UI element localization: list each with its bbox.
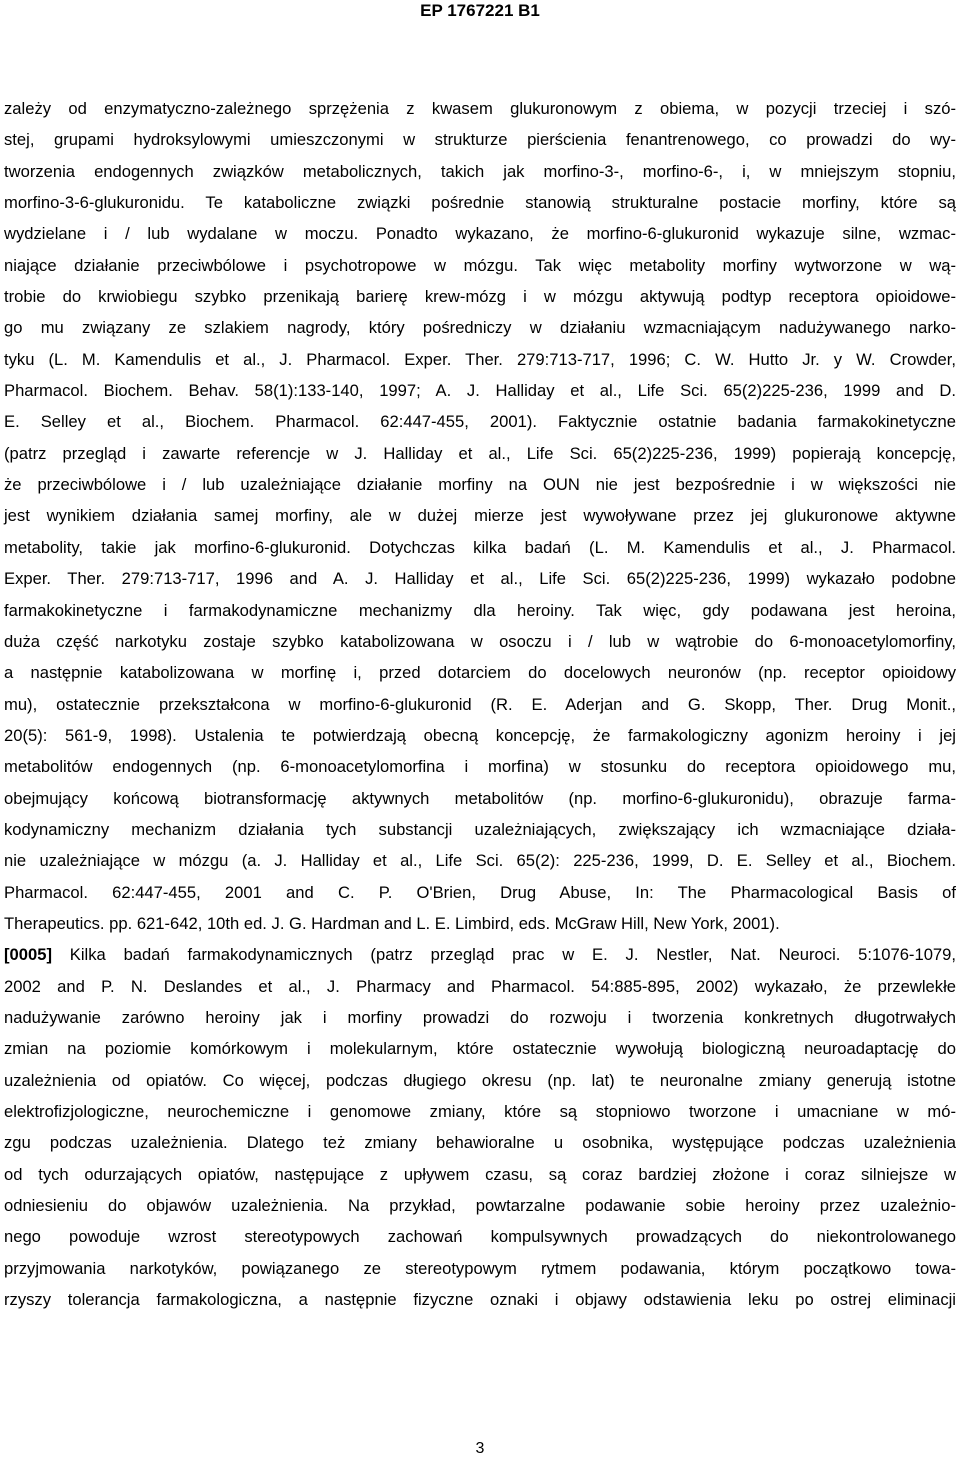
text-line: elektrofizjologiczne, neurochemiczne i genomowe zmiany, które są stopniowo tworzone i umacniane w mó-	[4, 1102, 956, 1121]
text-line: go mu związany ze szlakiem nagrody, który pośredniczy w działaniu wzmacniającym nadużywanego narko-	[4, 318, 956, 338]
text-line: Therapeutics. pp. 621-642, 10th ed. J. G. Hardman and L. E. Limbird, eds. McGraw Hill, New York, 2001).	[4, 913, 780, 933]
text-line: 2002 and P. N. Deslandes et al., J. Pharmacy and Pharmacol. 54:885-895, 2002) wykazało, że przewlekłe	[4, 976, 956, 996]
text-line: że przeciwbólowe i / lub uzależniające działanie morfiny na OUN nie jest bezpośrednie i w większości nie	[4, 475, 956, 495]
text-line: jest wynikiem działania samej morfiny, ale w dużej mierze jest wywoływane przez jej glukuronowe aktywne	[4, 506, 956, 526]
text-line-content: Kilka badań farmakodynamicznych (patrz przegląd prac w E. J. Nestler, Nat. Neuroci. 5:1076-1079,	[69, 945, 956, 965]
document-header: EP 1767221 B1	[420, 1, 540, 20]
text-line: a następnie katabolizowana w morfinę i, przed dotarciem do docelowych neuronów (np. receptor opioidowy	[4, 663, 956, 683]
page-number: 3	[475, 1440, 485, 1457]
text-line: kodynamiczny mechanizm działania tych substancji uzależniających, zwiększający ich wzmacniające działa-	[4, 819, 956, 839]
text-line: nadużywanie zarówno heroiny jak i morfiny prowadzi do rozwoju i tworzenia konkretnych długotrwałych	[4, 1007, 956, 1027]
text-line: przyjmowania narkotyków, powiązanego ze stereotypowym rytmem podawania, którym początkowo towa-	[4, 1258, 956, 1278]
text-line: trobie do krwiobiegu szybko przenikają barierę krew-mózg i w mózgu aktywują podtyp receptora opioidowe-	[4, 287, 956, 307]
text-line: niające działanie przeciwbólowe i psychotropowe w mózgu. Tak więc metabolity morfiny wytworzone w wą-	[4, 255, 956, 275]
text-line: od tych odurzających opiatów, następujące z upływem czasu, są coraz bardziej złożone i coraz silniejsze w	[4, 1164, 956, 1184]
text-line: (patrz przegląd i zawarte referencje w J. Halliday et al., Life Sci. 65(2)225-236, 1999) popierają koncepcję,	[4, 443, 956, 463]
text-line: tyku (L. M. Kamendulis et al., J. Pharmacol. Exper. Ther. 279:713-717, 1996; C. W. Hutto Jr. y W. Crowder,	[4, 349, 956, 369]
text-line: E. Selley et al., Biochem. Pharmacol. 62:447-455, 2001). Faktycznie ostatnie badania farmakokinetyczne	[4, 412, 956, 432]
text-line: tworzenia endogennych związków metabolicznych, takich jak morfino-3-, morfino-6-, i, w mniejszym stopniu,	[4, 161, 956, 181]
text-line: zgu podczas uzależnienia. Dlatego też zmiany behawioralne u osobnika, występujące podczas uzależnienia	[4, 1133, 956, 1153]
text-line: odniesieniu do objawów uzależnienia. Na przykład, powtarzalne podawanie sobie heroiny przez uzależnio-	[4, 1196, 956, 1216]
text-line: morfino-3-6-glukuronidu. Te kataboliczne związki pośrednie stanowią strukturalne postacie morfiny, które są	[4, 193, 956, 213]
text-line: obejmujący końcową biotransformację aktywnych metabolitów (np. morfino-6-glukuronidu), obrazuje farma-	[4, 788, 956, 808]
paragraph-start-line	[4, 939, 956, 970]
text-line: Pharmacol. Biochem. Behav. 58(1):133-140, 1997; A. J. Halliday et al., Life Sci. 65(2)225-236, 1999 and D.	[4, 381, 956, 401]
text-line: zmian na poziomie komórkowym i molekularnym, które ostatecznie wywołują biologiczną neuroadaptację do	[4, 1039, 956, 1059]
paragraph-number: [0005]	[4, 945, 52, 965]
text-line: uzależnienia od opiatów. Co więcej, podczas długiego okresu (np. lat) te neuronalne zmiany generują istotne	[4, 1070, 956, 1090]
document-body	[4, 93, 956, 1315]
text-line: zależy od enzymatyczno-zależnego sprzężenia z kwasem glukuronowym z obiema, w pozycji trzeciej i szó-	[4, 99, 956, 118]
text-line: stej, grupami hydroksylowymi umieszczonymi w strukturze pierścienia fenantrenowego, co prowadzi do wy-	[4, 130, 956, 150]
text-line: farmakokinetyczne i farmakodynamiczne mechanizmy dla heroiny. Tak więc, gdy podawana jest heroina,	[4, 600, 956, 620]
text-line: 20(5): 561-9, 1998). Ustalenia te potwierdzają obecną koncepcję, że farmakologiczny agonizm heroiny i jej	[4, 725, 956, 745]
text-line: mu), ostatecznie przekształcona w morfino-6-glukuronid (R. E. Aderjan and G. Skopp, Ther. Drug Monit.,	[4, 694, 956, 714]
text-line: Exper. Ther. 279:713-717, 1996 and A. J. Halliday et al., Life Sci. 65(2)225-236, 1999) wykazało podobne	[4, 569, 956, 589]
text-line: Pharmacol. 62:447-455, 2001 and C. P. O'Brien, Drug Abuse, In: The Pharmacological Basis of	[4, 882, 956, 902]
text-line: nie uzależniające w mózgu (a. J. Halliday et al., Life Sci. 65(2): 225-236, 1999, D. E. Selley et al., Biochem.	[4, 851, 956, 871]
text-line: metabolity, takie jak morfino-6-glukuronid. Dotychczas kilka badań (L. M. Kamendulis et al., J. Pharmacol.	[4, 537, 956, 557]
text-line: nego powoduje wzrost stereotypowych zachowań kompulsywnych prowadzących do niekontrolowanego	[4, 1227, 956, 1247]
text-line: duża część narkotyku zostaje szybko katabolizowana w osoczu i / lub w wątrobie do 6-monoacetylomorfiny,	[4, 631, 956, 651]
text-line: rzyszy tolerancja farmakologiczna, a następnie fizyczne oznaki i objawy odstawienia leku po ostrej eliminacji	[4, 1290, 956, 1310]
text-line: metabolitów endogennych (np. 6-monoacetylomorfina i morfina) w stosunku do receptora opioidowego mu,	[4, 757, 956, 777]
text-line: wydzielane i / lub wydalane w moczu. Ponadto wykazano, że morfino-6-glukuronid wykazuje silne, wzmac-	[4, 224, 956, 244]
